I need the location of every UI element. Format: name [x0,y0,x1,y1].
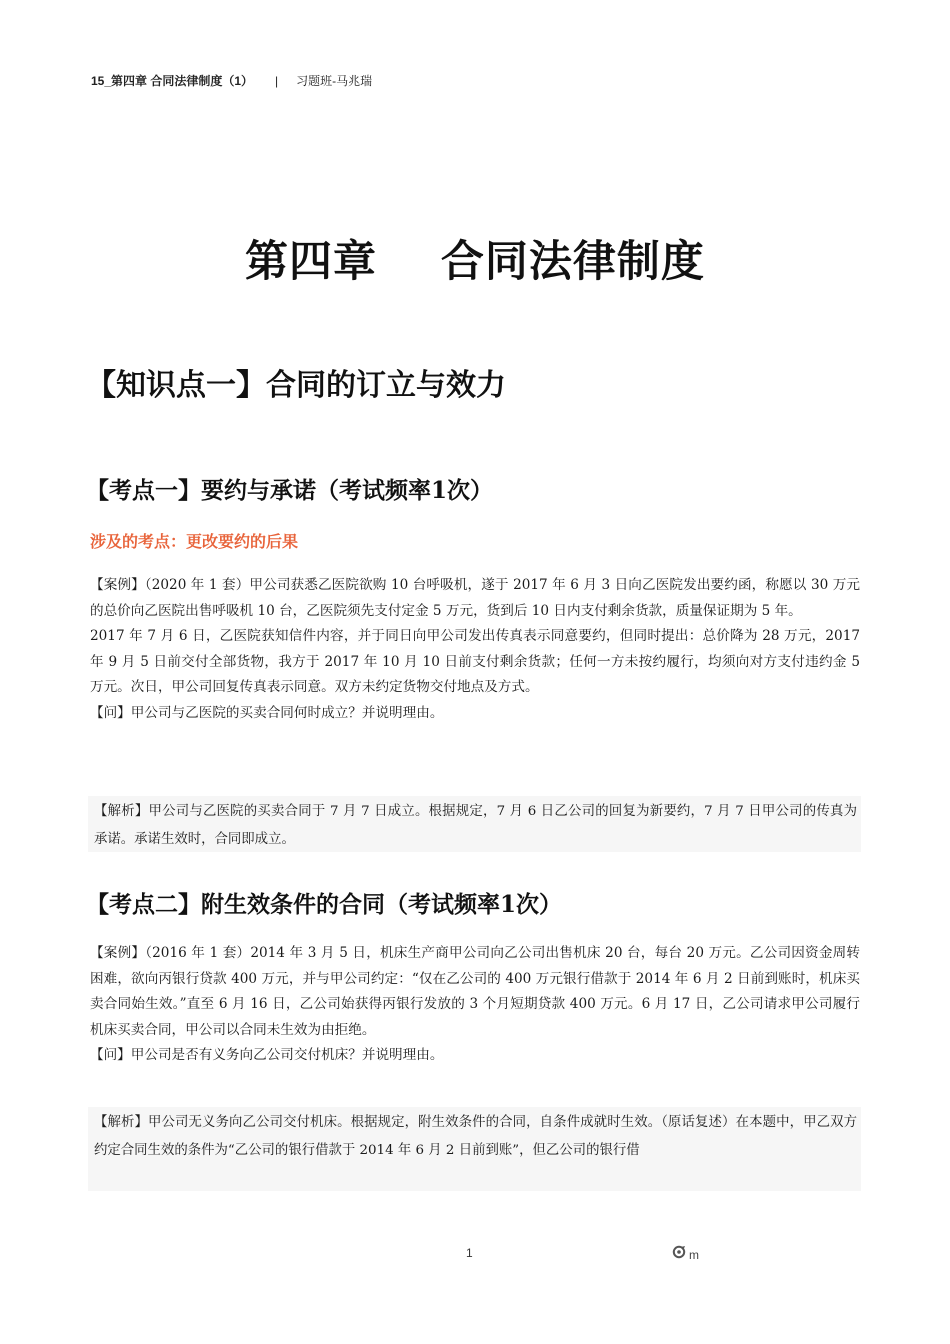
exam-point-2-title: 【考点二】附生效条件的合同（考试频率1次） [86,891,563,918]
case-question: 【问】甲公司是否有义务向乙公司交付机床？并说明理由。 [90,1047,444,1064]
exam-point-1-title: 【考点一】要约与承诺（考试频率1次） [86,477,494,504]
page-number: 1 [466,1246,473,1260]
footer-logo [672,1245,699,1264]
case-paragraph: 【案例】（2020 年 1 套）甲公司获悉乙医院欲购 10 台呼吸机，遂于 2017 年 6 月 3 日向乙医院发出要约函，称愿以 30 万元的总价向乙医院出售呼吸机 10 台，乙医院须先支付定金 5 万元，货到后 10 日内支付剩余货款，质量保证期为 5 年。 [90,577,860,619]
case-paragraph: 【案例】（2016 年 1 套）2014 年 3 月 5 日，机床生产商甲公司向乙公司出售机床 20 台，每台 20 万元。乙公司因资金周转困难，欲向丙银行贷款 400 万元，并与甲公司约定：“仅在乙公司的 400 万元银行借款于 2014 年 6 月 2 日前到账时，机床买卖合同始生效。”直至 6 月 16 日，乙公司始获得丙银行发放的 3 个月短期贷款 400 万元。6 月 17 日，乙公司请求甲公司履行机床买卖合同，甲公司以合同未生效为由拒绝。 [90,945,860,1038]
exam-point-1-case [90,573,860,727]
exam-point-1-analysis: 【解析】甲公司与乙医院的买卖合同于 7 月 7 日成立。根据规定，7 月 6 日乙公司的回复为新要约，7 月 7 日甲公司的传真为承诺。承诺生效时，合同即成立。 [88,796,861,852]
exam-point-1-related: 涉及的考点：更改要约的后果 [90,532,299,551]
page-header [91,72,372,89]
case-paragraph: 2017 年 7 月 6 日，乙医院获知信件内容，并于同日向甲公司发出传真表示同意要约，但同时提出：总价降为 28 万元，2017 年 9 月 5 日前交付全部货物，我方于 2017 年 10 月 10 日前支付剩余货款；任何一方未按约履行，均须向对方支付违约金 5 万元。次日，甲公司回复传真表示同意。双方未约定货物交付地点及方式。 [90,628,860,696]
header-class-teacher: 习题班-马兆瑞 [296,74,373,88]
header-course: 15_第四章 合同法律制度（1） [91,74,254,88]
header-separator: | [275,73,279,88]
brand-logo-icon [672,1245,686,1264]
exam-point-2-case [90,941,860,1069]
footer-logo-text: m [689,1247,699,1262]
case-question: 【问】甲公司与乙医院的买卖合同何时成立？并说明理由。 [90,704,444,721]
knowledge-point-title: 【知识点一】合同的订立与效力 [86,368,506,403]
exam-point-2-analysis: 【解析】甲公司无义务向乙公司交付机床。根据规定，附生效条件的合同，自条件成就时生效。（原话复述）在本题中，甲乙双方约定合同生效的条件为“乙公司的银行借款于 2014 年 6 月 2 日前到账”，但乙公司的银行借 [88,1107,861,1191]
chapter-title: 第四章 合同法律制度 [245,237,705,287]
